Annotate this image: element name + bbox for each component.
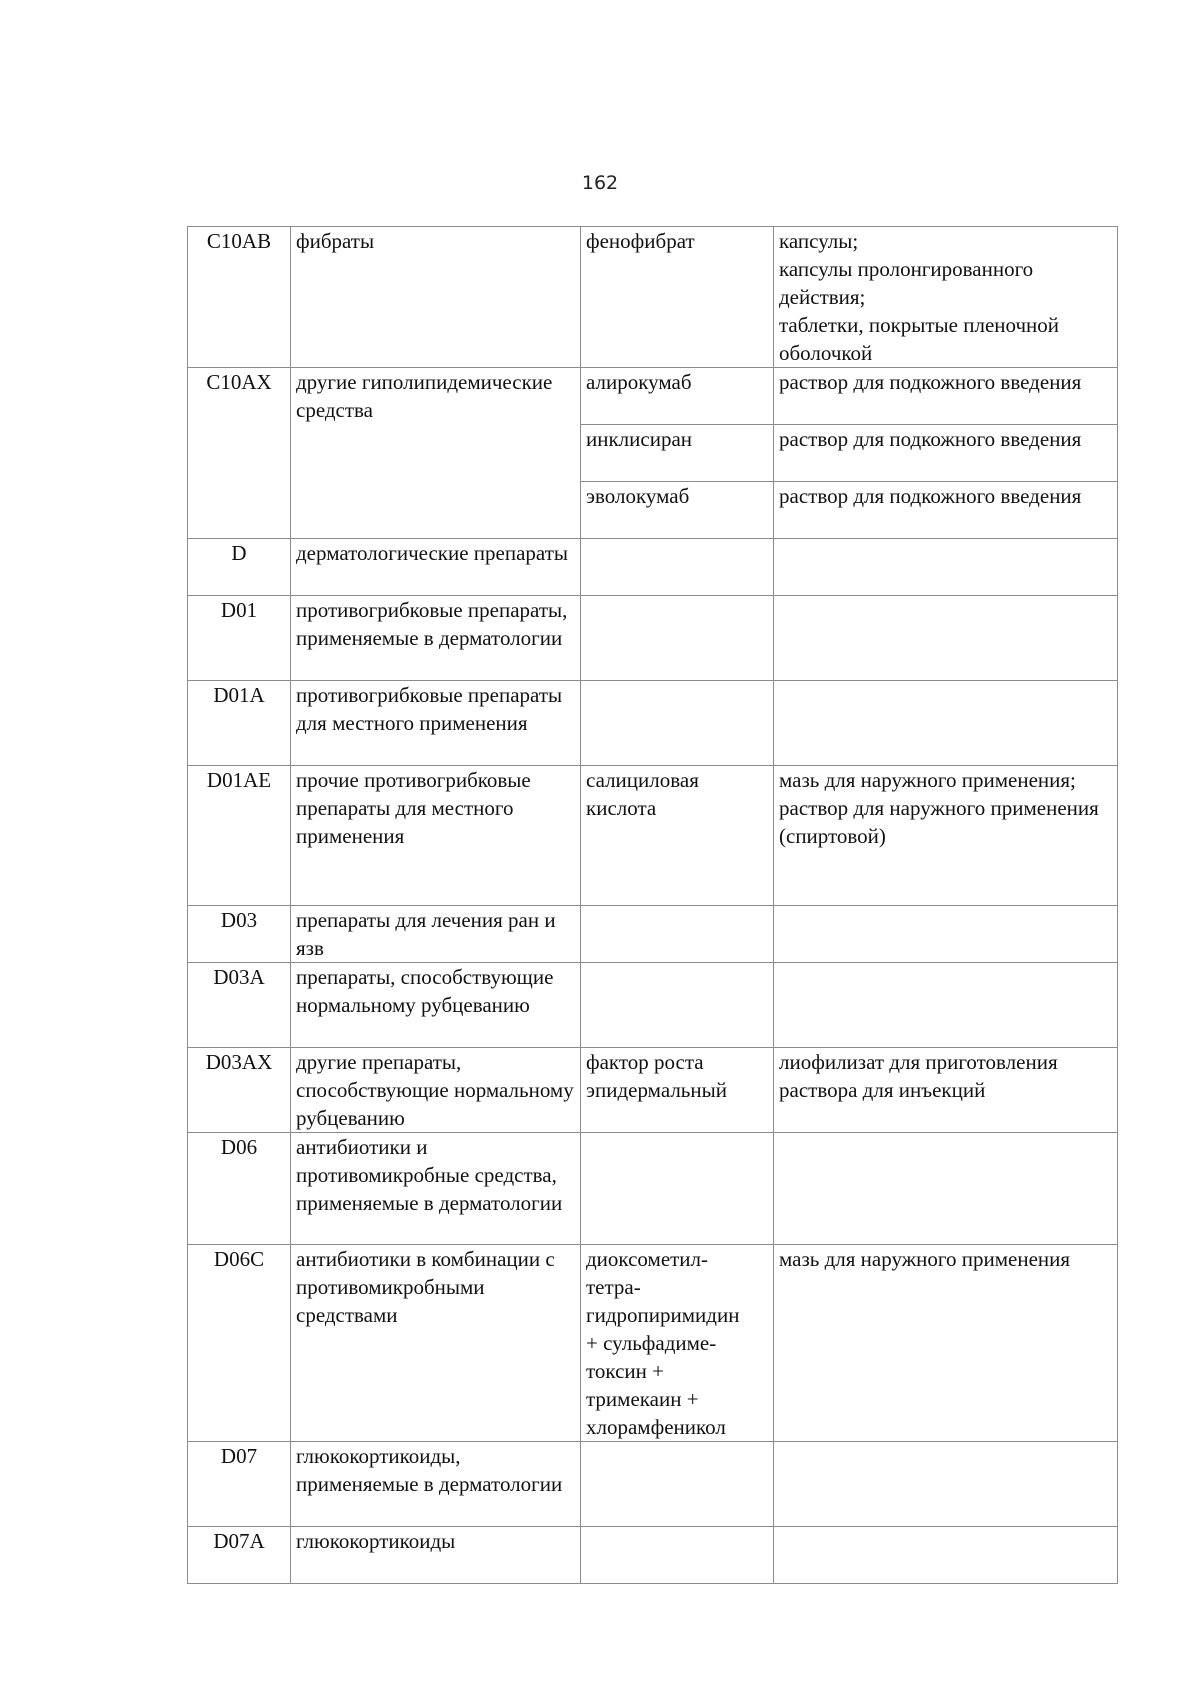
atc-code-cell: D (188, 539, 291, 596)
group-cell: препараты для лечения ран и язв (291, 906, 581, 963)
table-row (188, 539, 1118, 596)
dosage-form-cell: раствор для подкожного введения (774, 425, 1118, 482)
table-row (188, 1048, 1118, 1133)
drug-cell: алирокумаб (581, 368, 774, 425)
dosage-form-text: капсулы; капсулы пролонгированного действия; таблетки, покрытые пленочной оболочкой (779, 229, 1060, 365)
atc-code-cell: D06C (188, 1245, 291, 1442)
table-row (188, 227, 1118, 368)
atc-code-cell: D01 (188, 596, 291, 681)
drug-classification-table (187, 226, 1118, 1584)
drug-cell (581, 1527, 774, 1584)
drug-cell (581, 1245, 774, 1442)
table-row (188, 906, 1118, 963)
drug-cell (581, 596, 774, 681)
dosage-form-cell: мазь для наружного применения (774, 1245, 1118, 1442)
group-cell: другие препараты, способствующие нормальному рубцеванию (291, 1048, 581, 1133)
group-cell: другие гиполипидемические средства (291, 368, 581, 539)
atc-code-cell: D03 (188, 906, 291, 963)
group-cell: препараты, способствующие нормальному рубцеванию (291, 963, 581, 1048)
dosage-form-cell (774, 1442, 1118, 1527)
atc-code-cell: D06 (188, 1133, 291, 1245)
drug-cell (581, 681, 774, 766)
group-cell: противогрибковые препараты, применяемые в дерматологии (291, 596, 581, 681)
drug-cell (581, 1133, 774, 1245)
atc-code-cell: D01AE (188, 766, 291, 906)
atc-code-cell: C10AX (188, 368, 291, 539)
group-cell: антибиотики в комбинации с противомикробными средствами (291, 1245, 581, 1442)
table-row (188, 596, 1118, 681)
dosage-form-cell (774, 1527, 1118, 1584)
page-number: 162 (581, 172, 619, 194)
atc-code-cell: D03A (188, 963, 291, 1048)
atc-code-cell: C10AB (188, 227, 291, 368)
dosage-form-cell: раствор для подкожного введения (774, 368, 1118, 425)
atc-code-cell: D07A (188, 1527, 291, 1584)
table-row (188, 681, 1118, 766)
group-cell: фибраты (291, 227, 581, 368)
drug-cell: фенофибрат (581, 227, 774, 368)
dosage-form-cell (774, 766, 1118, 906)
group-cell: дерматологические препараты (291, 539, 581, 596)
group-cell: глюкокортикоиды, применяемые в дерматологии (291, 1442, 581, 1527)
table-row (188, 1133, 1118, 1245)
dosage-form-cell: раствор для подкожного введения (774, 482, 1118, 539)
drug-text: диоксометил- тетра- гидропиримидин + сульфадиме- токсин + тримекаин + хлорамфеникол (586, 1247, 740, 1439)
dosage-form-cell (774, 1133, 1118, 1245)
drug-cell (581, 1442, 774, 1527)
table-row (188, 1245, 1118, 1442)
table-row (188, 1442, 1118, 1527)
dosage-form-cell (774, 227, 1118, 368)
atc-code-cell: D07 (188, 1442, 291, 1527)
table-row (188, 766, 1118, 906)
dosage-form-cell: лиофилизат для приготовления раствора для инъекций (774, 1048, 1118, 1133)
group-cell: прочие противогрибковые препараты для местного применения (291, 766, 581, 906)
atc-code-cell: D01A (188, 681, 291, 766)
table-row (188, 1527, 1118, 1584)
dosage-form-cell (774, 681, 1118, 766)
dosage-form-cell (774, 596, 1118, 681)
drug-cell: салициловая кислота (581, 766, 774, 906)
drug-cell: инклисиран (581, 425, 774, 482)
drug-cell (581, 906, 774, 963)
group-cell: глюкокортикоиды (291, 1527, 581, 1584)
atc-code-cell: D03AX (188, 1048, 291, 1133)
drug-cell: эволокумаб (581, 482, 774, 539)
drug-cell (581, 963, 774, 1048)
table-row (188, 963, 1118, 1048)
dosage-form-cell (774, 539, 1118, 596)
dosage-form-cell (774, 963, 1118, 1048)
dosage-form-text: мазь для наружного применения; раствор для наружного применения (спиртовой) (779, 768, 1099, 848)
group-cell: противогрибковые препараты для местного применения (291, 681, 581, 766)
drug-cell (581, 539, 774, 596)
dosage-form-cell (774, 906, 1118, 963)
table-row (188, 368, 1118, 425)
group-cell: антибиотики и противомикробные средства, применяемые в дерматологии (291, 1133, 581, 1245)
drug-cell: фактор роста эпидермальный (581, 1048, 774, 1133)
